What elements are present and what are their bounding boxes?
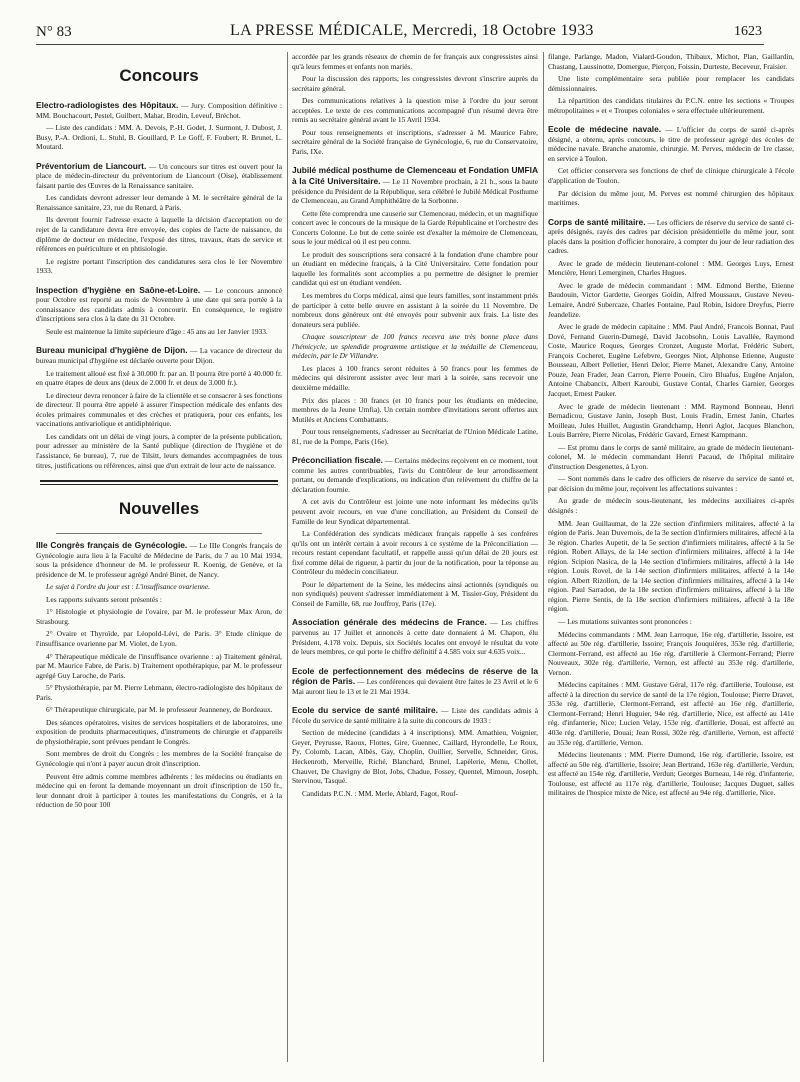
article-text: A cet avis du Contrôleur est jointe une note informant les médecins qu'ils peuvent avoir recours, en vue d'une conciliation, au Président du Conseil de Famille de leur Syndicat départemental. xyxy=(292,497,538,526)
section-rule xyxy=(40,480,278,485)
article xyxy=(36,100,282,120)
article-text: Pour tous renseignements, s'adresser au Secrétariat de l'Union Médicale Latine, 81, rue de la Pompe, Paris (16e). xyxy=(292,427,538,446)
article-text: Le traitement alloué est fixé à 30.000 fr. par an. Il pourra être porté à 40.000 fr. en quatre étapes de deux ans (deux de 2.000 fr. et deux de 3.000 fr.). xyxy=(36,368,282,388)
article xyxy=(292,455,538,494)
page-number: 1623 xyxy=(734,24,762,39)
article-text: Les rapports suivants seront présentés : xyxy=(46,594,162,604)
article-text: Avec le grade de médecin lieutenant : MM. Raymond Bonneau, Henri Bernadicou, Gustave Janin, Joseph Bust, Louis Fradin, Ernest Janin, Charles Moilleau, Jules Huillet, Augustin Grandchamp, Henri Aglot, Jacques Blanchon, Louis Barrère, Pierre Nicolas, Frédéric Gavard, Ernest Kampmann. xyxy=(548,401,794,440)
article-text: Par décision du même jour, M. Perves est nommé chirurgien des hôpitaux maritimes. xyxy=(548,188,794,208)
article-text: 1° Histologie et physiologie de l'ovaire, par M. le professeur Max Aron, de Strasbourg. xyxy=(36,607,282,626)
article-text: 6° Thérapeutique chirurgicale, par M. le professeur Jeanneney, de Bordeaux. xyxy=(46,705,273,715)
journal-title: LA PRESSE MÉDICALE, Mercredi, 18 Octobre 1933 xyxy=(230,22,594,39)
article-text: Avec le grade de médecin lieutenant-colonel : MM. Georges Luys, Ernest Mencière, Henri Lemerginen, Charles Hugues. xyxy=(548,258,794,278)
article-text: Au grade de médecin sous-lieutenant, les médecins auxiliaires ci-après désignés : xyxy=(548,496,794,515)
article xyxy=(292,165,538,205)
article-title: Ecole de médecine navale. xyxy=(548,124,662,135)
column-right xyxy=(548,52,794,1062)
article-text: — Le IIIe Congrès français de Gynécologie aura lieu à la Faculté de Médecine de Paris, du 7 au 10 Mai 1934, sous la présidence d'honneur de M. le professeur R. Koenig, de Genève, et la présidence de M. le professeur agrégé André Binet, de Nancy. xyxy=(36,541,282,579)
header-rule xyxy=(36,44,764,45)
page-header xyxy=(0,0,800,40)
article-text: Les candidats ont un délai de vingt jours, à compter de la présente publication, pour adresser au ministère de la Santé publique (direction de l'hygiène et de l'assistance, 6e bureau), 7, rue de Tilsitt, leurs demandes accompagnées de tous titres, justifications ou références, ainsi que d'un extrait de leur acte de naissance. xyxy=(36,431,282,470)
article-text: — L'officier du corps de santé ci-après désigné, a obtenu, après concours, le titre de professeur agrégé des écoles de médecine navale. Branche anatomie, chirurgie. M. Perves, médecin de 1re classe, en service à Toulon. xyxy=(548,125,794,163)
article-text: Le directeur devra renoncer à faire de la clientèle et se consacrer à ses fonctions de directeur. Il pourra être appelé à assurer l'inspection médicale des enfants des écoles primaires communales et des crèches et pratiquera, pour ces enfants, les vaccinations antivariolique et antidiphtérique. xyxy=(36,390,282,429)
column-middle xyxy=(292,52,538,1062)
article-text: Pour tous renseignements et inscriptions, s'adresser à M. Maurice Fabre, secrétaire général de la Société française de Gynécologie, 6, rue du Conservatoire, Paris, IXe. xyxy=(292,127,538,156)
article-text: — La vacance de directeur du bureau municipal d'hygiène est déclarée ouverte pour Dijon. xyxy=(36,346,282,366)
article-title: Préventorium de Liancourt. xyxy=(36,160,147,171)
article-title: IIIe Congrès français de Gynécologie. xyxy=(36,540,188,551)
article-text: Avec le grade de médecin commandant : MM. Edmond Berthe, Etienne Baudouin, Victor Gardette, Georges Goidin, Alfred Moussaux, Gustave Neveu-Lemaire, André Subercaze, Charles Fontaine, Paul Robin, Isidore Dreyfus, Pierre Jeandelize. xyxy=(548,280,794,319)
article-text: — Liste des candidats : MM. A. Devois, P.-H. Godet, J. Surmont, J. Dubost, J. Busy, P.-A. Ordioni, L. Stuhl, B. Gouillard, P. Le Goff, F. Foubert, R. Brunet, L. Moutard. xyxy=(36,123,282,152)
article-text: La Confédération des syndicats médicaux français rappelle à ses confrères qu'ils ont un intérêt certain à avoir recours à ce système de la Préconciliation — recours restant cependant facultatif, et rappelle aussi qu'un délai de 20 jours est fixé comme délai de rigueur, à partir du jour de la notification, pour la réponse au Contrôleur du médecin conciliateur. xyxy=(292,529,538,577)
column-divider xyxy=(543,52,544,1062)
article-text: — Les mutations suivantes sont prononcées : xyxy=(558,616,692,626)
article xyxy=(36,285,282,324)
article-text: — Un concours sur titres est ouvert pour la place de médecin-directeur du préventorium de Liancourt (Oise), établissement faisant partie des Œuvres de la Renaissance sanitaire. xyxy=(36,161,282,190)
article-title: Préconciliation fiscale. xyxy=(292,455,383,466)
article-text: Médecins commandants : MM. Jean Larroque, 16e rég. d'artillerie, Issoire, est affecté au 50e rég. d'artillerie, Issoire; François Jouquières, 353e rég. d'artillerie, Clermont-Ferrand, est affecté au 16e rég. d'artillerie à Clermont-Ferrand; Pierre Nouveaux, 302e rég. d'artillerie, Vernon, est affecté au 353e rég. d'artillerie, Vernon. xyxy=(548,629,794,677)
concours-heading: Concours xyxy=(119,66,199,85)
article-text: 2° Ovaire et Thyroïde, par Léopold-Lévi, de Paris. 3° Etude clinique de l'insuffisance ovarienne par M. Violet, de Lyon. xyxy=(36,629,282,648)
column-divider xyxy=(287,52,288,1062)
article-title: Bureau municipal d'hygiène de Dijon. xyxy=(36,345,188,356)
article-title: Corps de santé militaire. xyxy=(548,216,646,227)
article xyxy=(292,705,538,725)
article xyxy=(292,666,538,697)
article-text: Médecins lieutenants : MM. Pierre Dumond, 16e rég. d'artillerie, Issoire, est affecté au 50e rég. d'artillerie, Issoire; Jean Bertrand, 163e rég. d'artillerie, Verdun, est affecté au 154e rég. d'artillerie, Verdun; Georges Burneau, 14e rég. d'infanterie, Toulouse, est affecté au 117e rég. d'artillerie, Toulouse; Jacques Duguet, salles militaires de l'hospice mixte de Nice, est affecté au 94e rég. d'artillerie, Nice. xyxy=(548,750,794,798)
article-title: Inspection d'hygiène en Saône-et-Loire. xyxy=(36,284,201,295)
article-text: 5° Physiothérapie, par M. Pierre Lehmann, électro-radiologiste des hôpitaux de Paris. xyxy=(36,683,282,702)
article-text: Des séances opératoires, visites de services hospitaliers et de laboratoires, une exposition de produits pharmaceutiques, d'instruments de chirurgie et d'appareils de physiothérapie, sont prévues pendant le Congrès. xyxy=(36,717,282,746)
article-text: — Certains médecins reçoivent en ce moment, tout comme les autres contribuables, l'avis du Contrôleur de leur arrondissement portant, ou demande d'explications, ou indication d'un relèvement du chiffre de la déclaration fournie. xyxy=(292,456,538,494)
article xyxy=(548,124,794,163)
issue-number: N° 83 xyxy=(36,24,72,40)
article-title: Electro-radiologistes des Hôpitaux. xyxy=(36,100,179,110)
article-text: filange, Parlange, Madon, Viałard-Goudon, Thibaux, Michot, Plan, Gaillardin, Chastang, Laussinotte, Domergue, Pierçon, Foissin, Durteste, Beceveur, Fraisier. xyxy=(548,52,794,71)
article-text: Médecins capitaines : MM. Gustave Géral, 117e rég. d'artillerie, Toulouse, est affecté à la direction du service de santé de la 17e région, Toulouse; Pierre Dravet, 353e rég. d'artillerie, Clermont-Ferrand, est affecté au 16e rég. d'artillerie, Clermont-Ferrand; Henri Huguier, 94e rég. d'artillerie, Nice, est affecté au 141e rég. d'infanterie, Nice; Lucien Velay, 153e rég. d'artillerie, Douai, est affecté au 403e rég. d'artillerie, Douai; Jean Rossi, 302e rég. d'artillerie, Vernon, est affecté au 353e rég. d'artillerie, Vernon. xyxy=(548,680,794,747)
article-text: Cet officier conservera ses fonctions de chef de clinique chirurgicale à l'école d'application de Toulon. xyxy=(548,166,794,186)
article-text: — Est promu dans le corps de santé militaire, au grade de médecin lieutenant-colonel, M. le médecin commandant Henri Pacaud, de l'hôpital militaire d'instruction Desgenettes, à Lyon. xyxy=(548,442,794,471)
article-text: Pour la discussion des rapports, les congressistes devront s'inscrire auprès du secrétaire général. xyxy=(292,74,538,93)
article xyxy=(36,540,282,579)
article-text: MM. Jean Guillaumat, de la 22e section d'infirmiers militaires, affecté à la région de Paris. Jean Duvernois, de la 3e section d'infirmiers militaires, affecté à la 3e région. Charles Aupetit, de la 5e section d'infirmiers militaires, affecté à la 5e région. Robert Allays, de la 14e section d'infirmiers militaires, affecté à la 14e région. Scipion Nasica, de la 14e section d'infirmiers militaires, affecté à la 14e région. Louis Rovel, de la 14e section d'infirmiers militaires, affecté à la 14e région. Albert Rizollon, de la 14e section d'infirmiers militaires, affecté à la 14e région. Paul Sarradon, de la 18e section d'infirmiers militaires, affecté à la 18e région. Pierre Sentis, de la 18e section d'infirmiers militaires, affecté à la 18e région. xyxy=(548,518,794,614)
column-left xyxy=(36,52,282,1062)
article-text: accordée par les grands réseaux de chemin de fer français aux congressistes ainsi qu'à leurs femmes et enfants non mariés. xyxy=(292,52,538,71)
article-text: — Les chiffres parvenus au 17 Juillet et annoncés à cette date donnaient à M. Chapon, élu Président, 4.178 voix. Depuis, six Sociétés locales ont envoyé le résultat du vote de leurs membres, ce qui porte le chiffre définitif à 4.585 voix sur 4.635 voix... xyxy=(292,618,538,657)
article-text: Les membres du Corps médical, ainsi que leurs familles, sont instamment priés de participer à cette belle œuvre en assistant à la soirée du 11 Novembre. De nombreux dons généreux ont été envoyés pour subvenir aux frais. La liste des donateurs sera publiée. xyxy=(292,291,538,329)
article-text: Le registre portant l'inscription des candidatures sera clos le 1er Novembre 1933. xyxy=(36,256,282,276)
article-text: Candidats P.C.N. : MM. Merle, Ablard, Fagot, Rouf- xyxy=(302,788,459,798)
article-title: Association générale des médecins de France. xyxy=(292,617,487,628)
article-text: Pour le département de la Seine, les médecins ainsi actionnés (syndiqués ou non syndiqués) peuvent s'adresser immédiatement à M. Tissier-Guy, Président du Conseil de Famille, 68, rue Jouffroy, Paris (17e). xyxy=(292,579,538,608)
article-text: Cette fête comprendra une causerie sur Clemenceau, médecin, et un magnifique concert avec le concours de la musique de la Garde Républicaine et l'orchestre des Concerts Colonne. Le but de cette soirée est d'exalter la mémoire de Clemenceau, sous le jour médical où il est peu connu. xyxy=(292,208,538,247)
article-text: Le produit des souscriptions sera consacré à la fondation d'une chambre pour un étudiant en médecine français, à la Cité Universitaire. Cette fondation pour laquelle les formalités sont accomplies a pu permettre de désigner le premier candidat qui est un étudiant vendéen. xyxy=(292,249,538,288)
article-text: Les places à 100 francs seront réduites à 50 francs pour les femmes de médecins qui désireront assister avec leur mari à la soirée, sans recevoir une deuxième médaille. xyxy=(292,363,538,392)
article-title: Jubilé médical posthume de Clemenceau et Fondation UMFIA à la Cité Universitaire. xyxy=(292,165,538,187)
article-text: Chaque souscripteur de 100 francs recevra une très bonne place dans l'hémicycle, un splendide programme artistique et la médaille de Clemenceau, médecin, par le Dr Villandre. xyxy=(292,332,538,361)
article-text: — Sont nommés dans le cadre des officiers de réserve du service de santé et, par décision du même jour, reçoivent les affectations suivantes : xyxy=(548,474,794,493)
article-text: Avec le grade de médecin capitaine : MM. Paul André, Francois Bonnat, Paul Dové, Fernand Guerin-Dumegé, David Jacobsohn, Louis Lavallée, Raymond Coste, Maurice Roques, Georges Cronzet, Auguste Morlat, Frédéric Subert, François Cocheret, Eugène Lefebvre, Georges Niot, Alphonse Etienne, Auguste Bousseau, Albert Pelletier, Henri Delor, Pierre Manet, Alexandre Cany, Antoine Pouze, Jean Frader, Jean Carron, Pierre Pouein, Ciro Bluafus, Eugène Anjalon, Antoine Chabancix, Albert Karoubi, Gustave Contal, Charles Garnier, Georges Jacquet, Ernest Pauker. xyxy=(548,322,794,398)
article xyxy=(36,161,282,191)
article-text: Seule est maintenue la limite supérieure d'âge : 45 ans au 1er Janvier 1933. xyxy=(46,326,268,336)
article-text: Le sujet à l'ordre du jour est : L'insuffisance ovarienne. xyxy=(46,582,210,592)
article-title: Ecole de perfectionnement des médecins de réserve de la région de Paris. xyxy=(292,665,538,687)
article-text: 4° Thérapeutique médicale de l'insuffisance ovarienne : a) Traitement général, par M. Maurice Fabre, de Paris. b) Traitement opothérapique, par M. le professeur agrégé Guy Laroche, de Paris. xyxy=(36,651,282,680)
article-text: Sont membres de droit du Congrès : les membres de la Société française de Gynécologie qui n'ont à payer aucun droit d'inscription. xyxy=(36,749,282,768)
article-text: Des communications relatives à la question mise à l'ordre du jour seront acceptées. Le texte de ces communications accompagné d'un résumé devra être remis au secrétaire général avant le 15 Avril 1934. xyxy=(292,96,538,125)
article-text: La répartition des candidats titulaires du P.C.N. entre les sections « Troupes métropolitaines » et « Troupes coloniales » sera effectuée ultérieurement. xyxy=(548,96,794,115)
article-text: Peuvent être admis comme membres adhérents : les médecins ou étudiants en médecine qui en feront la demande moyennant un droit d'inscription de 150 fr., leur donnant droit à participer à toutes les manifestations du Congrès, et à la réduction de 50 pour 100 xyxy=(36,771,282,810)
article-text: Ils devront fournir l'adresse exacte à laquelle la décision d'acceptation ou de rejet de la candidature devra être envoyée, des copies de l'acte de naissance, du diplôme de docteur en médecine, l'exposé des titres, travaux, états de service et références en puériculture et en phtisiologie. xyxy=(36,215,282,254)
article-text: — Jury. Composition définitive : MM. Bouchacourt, Pestel, Guilbert, Mahar, Brodin, Leveuf, Bréchot. xyxy=(36,101,282,120)
article-text: Une liste complémentaire sera publiée pour remplacer les candidats démissionnaires. xyxy=(548,74,794,93)
article xyxy=(36,345,282,365)
article-text: — Le 11 Novembre prochain, à 21 h., sous la haute présidence du Président de la République, sera célébré le Jubilé Médical Posthume de Clemenceau, au Grand Amphithéâtre de la Sorbonne. xyxy=(292,177,538,206)
heading-underline xyxy=(56,533,262,534)
nouvelles-heading: Nouvelles xyxy=(118,499,200,519)
article-text: — Les officiers de réserve du service de santé ci-après désignés, rayés des cadres par décision présidentielle du même jour, sont placés dans la position d'officier honoraire, à compter du jour de leur radiation des cadres. xyxy=(548,217,794,256)
article xyxy=(292,617,538,656)
article-text: Prix des places : 30 francs (et 10 francs pour les étudiants en médecine, membres de la Jeune Umfia). Un certain nombre d'invitations seront offertes aux Mutilés et Anciens Combattants. xyxy=(292,395,538,424)
article xyxy=(548,217,794,256)
article-text: Les candidats devront adresser leur demande à M. le secrétaire général de la Renaissance sanitaire, 23, rue du Renard, à Paris. xyxy=(36,193,282,212)
article-text: — Les conférences qui devaient être faites le 23 Avril et le 6 Mai auront lieu le 13 et le 21 Mai 1934. xyxy=(292,677,538,696)
article-text: — Le concours annoncé pour Octobre est reporté au mois de Novembre à une date qui sera portée à la connaissance des candidats admis à concourir. En conséquence, le registre d'inscriptions sera clos à la date du 31 Octobre. xyxy=(36,285,282,324)
article-text: Section de médecine (candidats à 4 inscriptions). MM. Amathieu, Voignier, Geyer, Peyrusse, Raoux, Flottes, Gire, Guennec, Caillard, Hyrondelle, Le Roux, Py, Colomb, Lacan, Albès, Gay, Choplin, Ouillier, Servelle, Schneider, Gros, Heckenroth, Merveille, Riché, Blanchard, Brunel, Lapèlerie, Menu, Chollet, Chauvet, De Chavigny de Blot, Jobs, Chadue, Fossey, Quentel, Mimoun, Joseph, Stervinou, Tasqué. xyxy=(292,728,538,786)
article-text: — Liste des candidats admis à l'école du service de santé militaire à la suite du concours de 1933 : xyxy=(292,706,538,725)
article-title: Ecole du service de santé militaire. xyxy=(292,705,438,716)
